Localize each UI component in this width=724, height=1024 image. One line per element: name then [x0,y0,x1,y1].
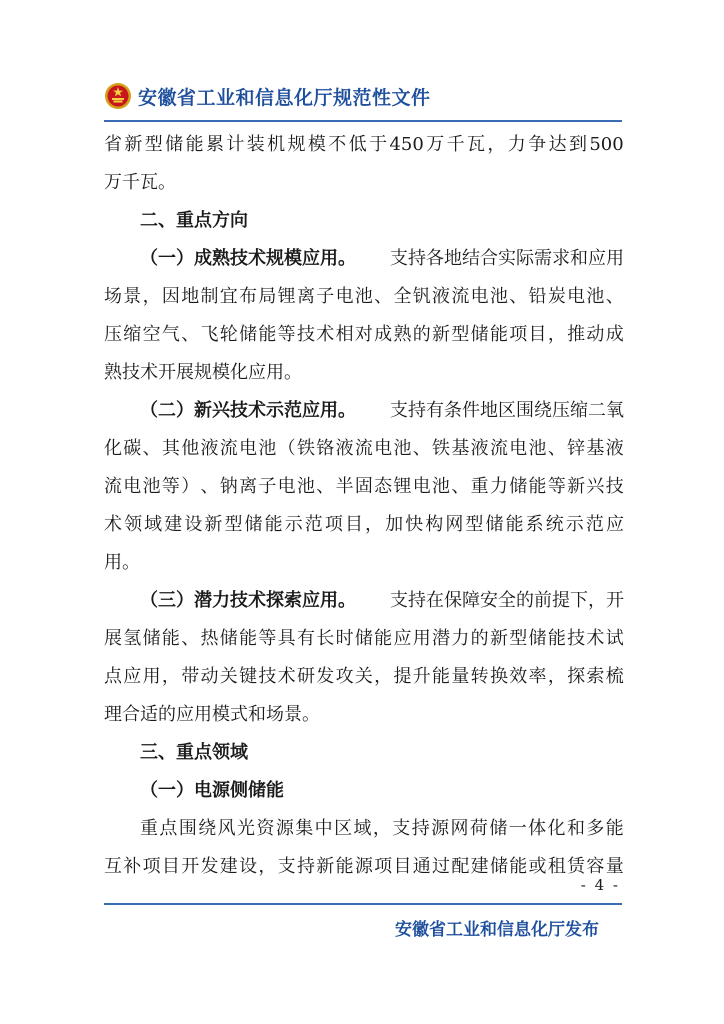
paragraph-first-line [104,582,624,620]
paragraph-line: 省 新 型 储 能 累 计 装 机 规 模 不 低 于 450 万 千 瓦 ， 力 争 达 到 500 [104,134,624,155]
paragraph-text: 支持在保障安全的前提下，开 [390,590,624,611]
paragraph-first-line: 重 点 围 绕 风 光 资 源 集 中 区 域 ， 支 持 源 网 荷 储 一 体 化 和 多 能 [140,818,624,839]
document-header [104,78,624,114]
paragraph-line: 流 电 池 等 ） 、 钠 离 子 电 池 、 半 固 态 锂 电 池 、 重 力 储 能 等 新 兴 技 [104,476,624,497]
paragraph-first-line [104,240,624,278]
paragraph-text: 支持有条件地区围绕压缩二氧 [390,400,624,421]
national-emblem-icon [104,82,132,110]
header-rule [104,120,622,122]
section-heading: 二、重点方向 [140,210,248,231]
header-title: 安徽省工业和信息化厅规范性文件 [138,86,431,109]
paragraph-first-line [104,392,624,430]
document-body [104,126,624,886]
paragraph-text: 支持各地结合实际需求和应用 [390,248,624,269]
page-number: - 4 - [580,876,620,894]
section-heading: 三、重点领域 [140,742,248,763]
paragraph-line: 万千瓦。 [104,172,176,193]
subsection-heading: （一）电源侧储能 [140,780,284,801]
subsection-lead: （一）成熟技术规模应用。 [140,248,356,269]
paragraph-line: 术 领 域 建 设 新 型 储 能 示 范 项 目 ， 加 快 构 网 型 储 能 系 统 示 范 应 [104,514,624,535]
paragraph-line: 互 补 项 目 开 发 建 设 ， 支 持 新 能 源 项 目 通 过 配 建 储 能 或 租 赁 容 量 [104,856,624,877]
paragraph-line: 熟技术开展规模化应用。 [104,362,302,383]
paragraph-line: 场 景 ， 因 地 制 宜 布 局 锂 离 子 电 池 、 全 钒 液 流 电 池 、 铅 炭 电 池 、 [104,286,624,307]
subsection-lead: （三）潜力技术探索应用。 [140,590,356,611]
footer-rule [104,903,622,905]
paragraph-line: 展 氢 储 能 、 热 储 能 等 具 有 长 时 储 能 应 用 潜 力 的 新 型 储 能 技 术 试 [104,628,624,649]
paragraph-line: 用。 [104,552,140,573]
paragraph-line: 压 缩 空 气 、 飞 轮 储 能 等 技 术 相 对 成 熟 的 新 型 储 能 项 目 ， 推 动 成 [104,324,624,345]
footer-publisher: 安徽省工业和信息化厅发布 [395,920,599,940]
paragraph-line: 点 应 用 ， 带 动 关 键 技 术 研 发 攻 关 ， 提 升 能 量 转 换 效 率 ， 探 索 梳 [104,666,624,687]
subsection-lead: （二）新兴技术示范应用。 [140,400,356,421]
paragraph-line: 化 碳 、 其 他 液 流 电 池 （ 铁 铬 液 流 电 池 、 铁 基 液 流 电 池 、 锌 基 液 [104,438,624,459]
paragraph-line: 理合适的应用模式和场景。 [104,704,320,725]
